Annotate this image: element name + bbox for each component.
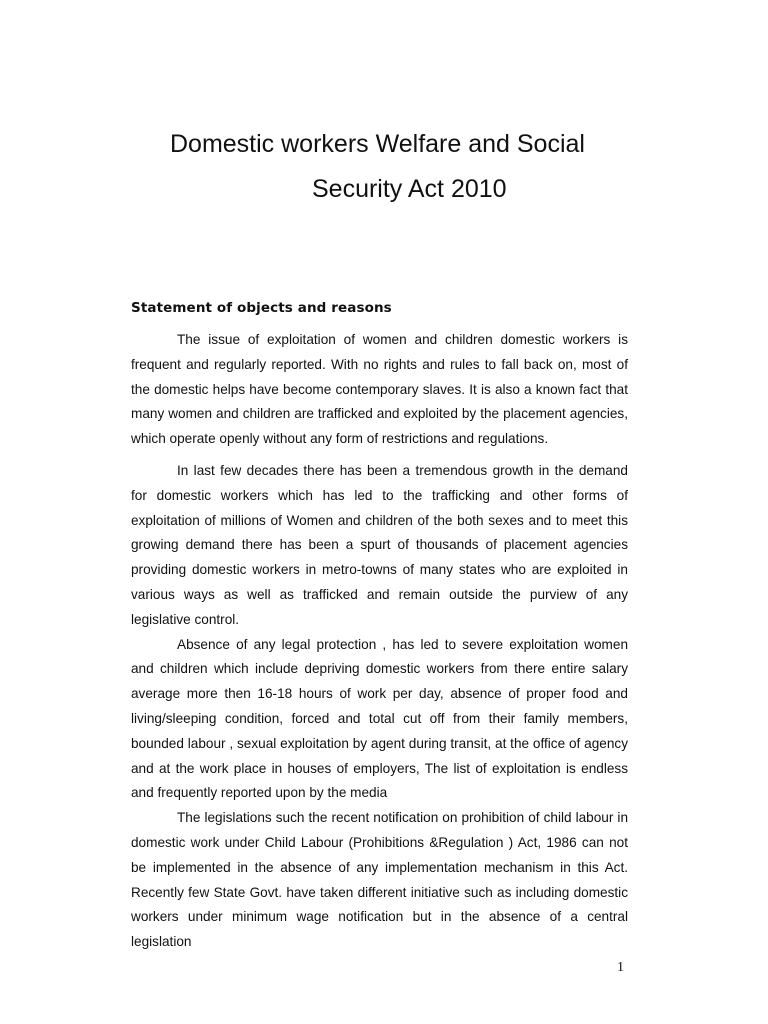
paragraph-2: In last few decades there has been a tremendous growth in the demand for domestic workers which has led to the trafficking and other forms of exploitation of millions of Women and children of the both sexes and to meet this growing demand there has been a spurt of thousands of placement agencies providing domestic workers in metro-towns of many states who are exploited in various ways as well as trafficked and remain outside the purview of any legislative control.: [131, 462, 628, 627]
page-number: 1: [617, 960, 624, 975]
paragraph-3: Absence of any legal protection , has led to severe exploitation women and children which include depriving domestic workers from there entire salary average more then 16-18 hours of work per day, absence of proper food and living/sleeping condition, forced and total cut off from their family members, bounded labour , sexual exploitation by agent during transit, at the office of agency and at the work place in houses of employers, The list of exploitation is endless and frequently reported upon by the media: [131, 636, 628, 801]
paragraph-4: The legislations such the recent notification on prohibition of child labour in domestic work under Child Labour (Prohibitions &Regulation ) Act, 1986 can not be implemented in the absence of any implementation mechanism in this Act. Recently few State Govt. have taken different initiative such as including domestic workers under minimum wage notification but in the absence of a central legislation: [131, 810, 628, 950]
document-title-line-2: Security Act 2010: [312, 175, 507, 203]
document-body: [131, 328, 628, 955]
document-title-line-1: Domestic workers Welfare and Social: [170, 130, 585, 158]
section-heading: Statement of objects and reasons: [131, 300, 392, 316]
paragraph-1: The issue of exploitation of women and children domestic workers is frequent and regularly reported. With no rights and rules to fall back on, most of the domestic helps have become contemporary slaves. It is also a known fact that many women and children are trafficked and exploited by the placement agencies, which operate openly without any form of restrictions and regulations.: [131, 332, 628, 447]
